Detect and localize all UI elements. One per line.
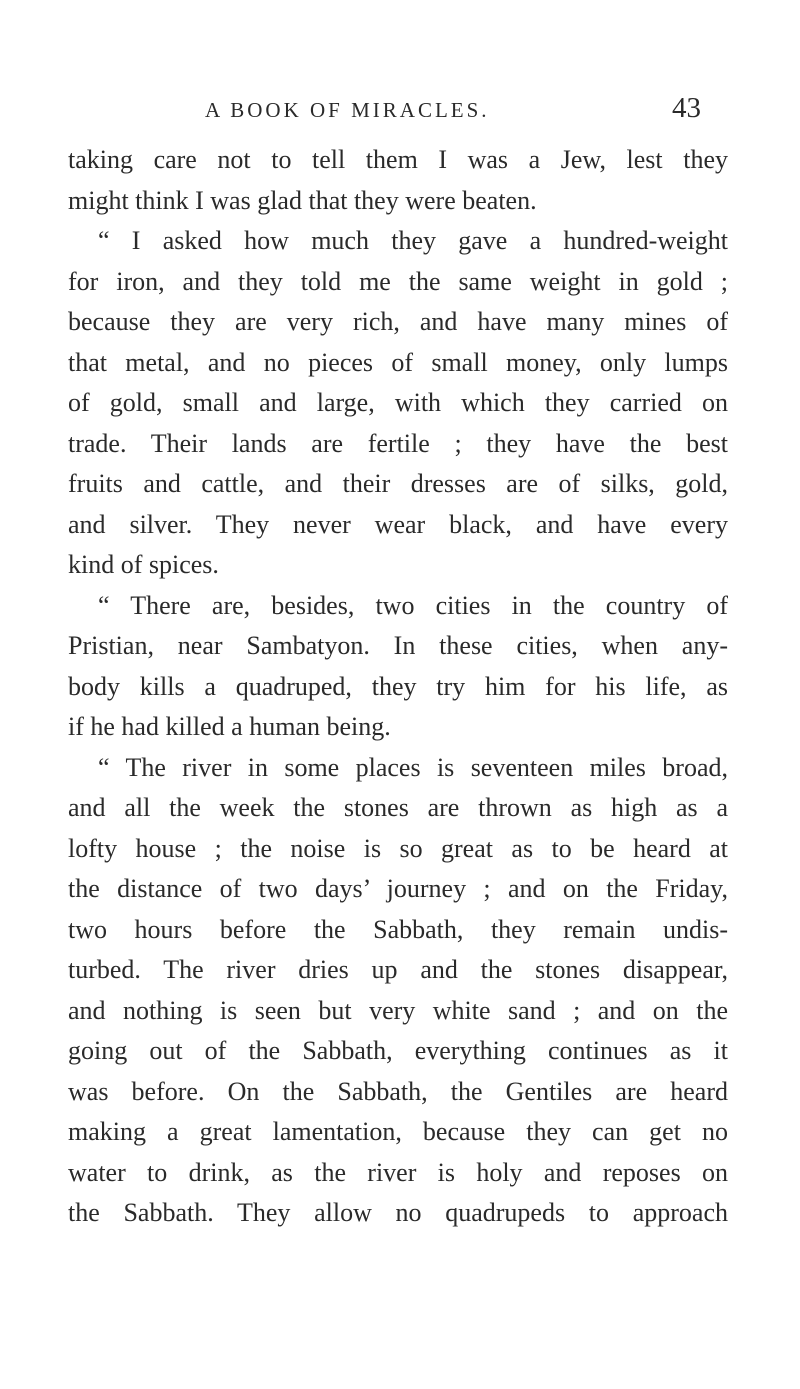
text-line: “ There are, besides, two cities in the country of [98,590,728,620]
running-title: A BOOK OF MIRACLES. [205,98,490,122]
text-line: “ I asked how much they gave a hundred-weight [98,226,728,255]
text-line: two hours before the Sabbath, they remain undis- [68,914,728,944]
page-number: 43 [672,92,701,124]
text-line: making a great lamentation, because they can get no [68,1117,728,1146]
running-head [0,92,800,132]
text-line: “ The river in some places is seventeen miles broad, [98,752,728,782]
text-line: and silver. They never wear black, and have every [68,509,728,539]
text-line: Pristian, near Sambatyon. In these cities, when any- [68,631,728,660]
text-line: fruits and cattle, and their dresses are of silks, gold, [68,469,728,498]
text-line: body kills a quadruped, they try him for his life, as [68,671,728,701]
body-text [68,140,728,1234]
text-line: the distance of two days’ journey ; and on the Friday, [68,874,728,903]
text-line: was before. On the Sabbath, the Gentiles are heard [68,1076,728,1106]
text-line: water to drink, as the river is holy and reposes on [68,1157,728,1187]
text-line: for iron, and they told me the same weight in gold ; [68,266,728,296]
text-line: might think I was glad that they were beaten. [68,185,537,215]
text-line: lofty house ; the noise is so great as to be heard at [68,833,728,863]
text-line: kind of spices. [68,550,219,579]
text-line: turbed. The river dries up and the stones disappear, [68,955,728,984]
text-line: that metal, and no pieces of small money, only lumps [68,347,728,377]
text-line: because they are very rich, and have many mines of [68,307,728,336]
text-line: going out of the Sabbath, everything continues as it [68,1036,728,1065]
text-line: if he had killed a human being. [68,712,391,741]
text-line: trade. Their lands are fertile ; they have the best [68,428,728,458]
text-line: of gold, small and large, with which they carried on [68,388,728,417]
text-line: taking care not to tell them I was a Jew, lest they [68,145,728,174]
text-line: and all the week the stones are thrown as high as a [68,793,728,822]
text-line: and nothing is seen but very white sand ; and on the [68,995,728,1025]
text-line: the Sabbath. They allow no quadrupeds to approach [68,1198,728,1227]
